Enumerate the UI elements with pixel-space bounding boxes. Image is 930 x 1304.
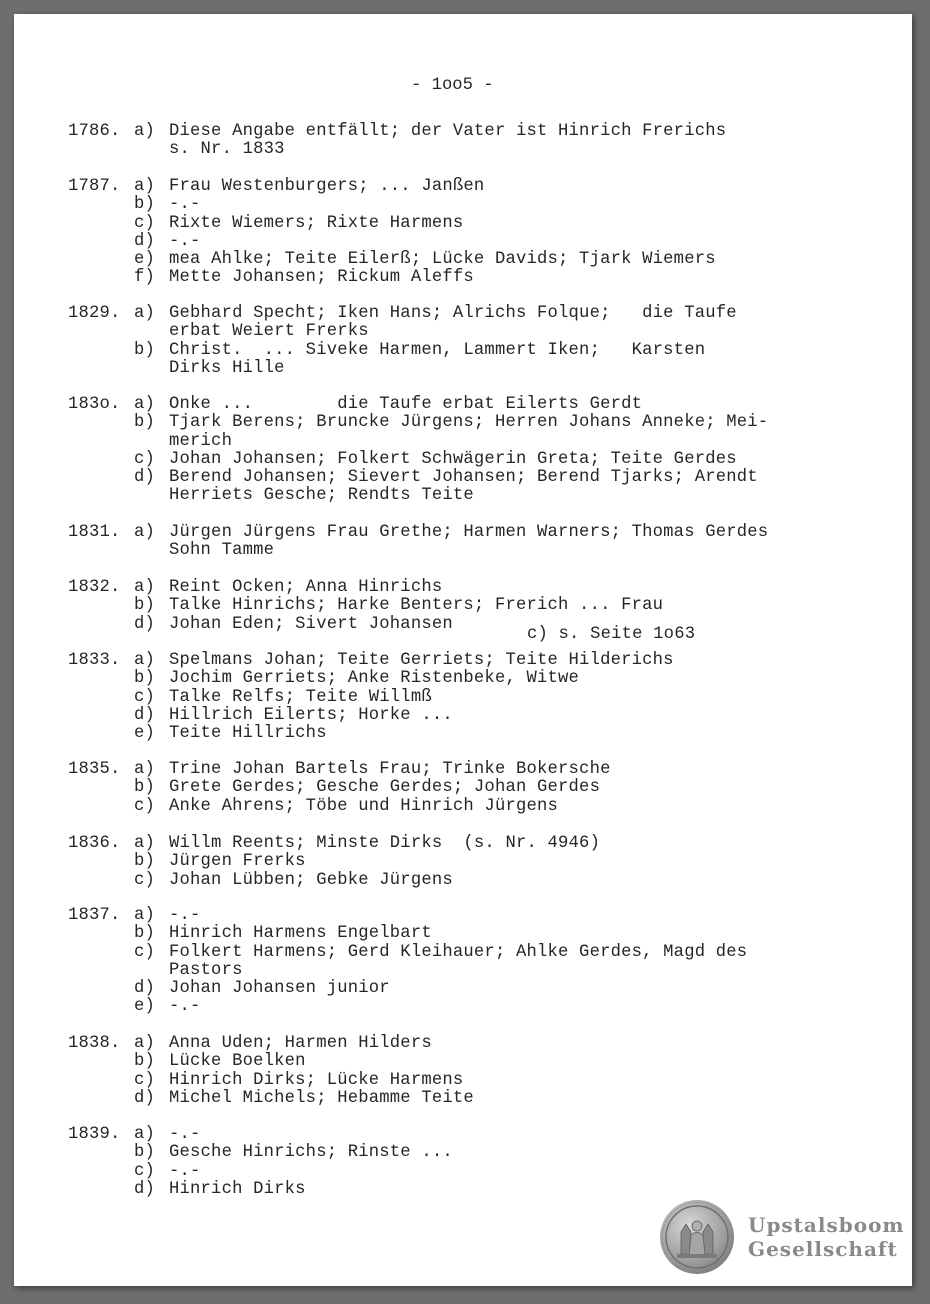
entry-label: d) [134,1179,156,1199]
entry-line [68,123,888,141]
entry-label: d) [134,1088,156,1108]
entry-1829 [68,305,888,378]
entry-line [68,670,888,688]
entry-line [68,1144,888,1162]
entry-1835 [68,761,888,816]
entry-line [68,907,888,925]
entry-label: c) [134,687,156,707]
entry-label: b) [134,852,156,872]
entry-label: a) [134,760,156,779]
entry-text: merich [169,431,233,451]
entry-line [68,433,888,451]
entry-text: Diese Angabe entfällt; der Vater ist Hinrich Frerichs [169,122,727,141]
entry-line [68,215,888,233]
entry-label: d) [134,231,156,251]
entry-number: 1787. [68,177,121,196]
entry-label: e) [134,724,156,744]
document-page [14,14,912,1286]
entry-label: b) [134,669,156,689]
entry-text: erbat Weiert Frerks [169,322,369,342]
entry-line [68,835,888,853]
entry-line [68,1035,888,1053]
entry-text: Herriets Gesche; Rendts Teite [169,486,474,506]
society-watermark [748,1213,905,1261]
entry-text: Christ. ... Siveke Harmen, Lammert Iken; Karsten [169,340,706,360]
entry-number: 1833. [68,651,121,670]
entry-line [68,798,888,816]
entry-label: d) [134,705,156,725]
entry-label: c) [134,942,156,962]
society-seal-logo [659,1199,735,1275]
entry-label: a) [134,122,156,141]
entry-line [68,1163,888,1181]
entry-label: b) [134,778,156,798]
entry-line [68,779,888,797]
entry-line [68,451,888,469]
entry-text: Jürgen Jürgens Frau Grethe; Harmen Warners; Thomas Gerdes [169,523,769,542]
entry-text: Folkert Harmens; Gerd Kleihauer; Ahlke Gerdes, Magd des [169,942,748,962]
entry-line [68,414,888,432]
entry-label: a) [134,906,156,925]
entry-text: Hinrich Dirks [169,1179,306,1199]
entry-1787 [68,178,888,288]
entry-line [68,980,888,998]
entry-label: a) [134,523,156,542]
entry-text: s. Nr. 1833 [169,140,285,160]
entry-line [68,233,888,251]
entry-text: Trine Johan Bartels Frau; Trinke Bokersche [169,760,611,779]
entry-1831 [68,524,888,561]
entry-line [68,1072,888,1090]
entry-text: Johan Johansen junior [169,979,390,999]
entry-1839 [68,1126,888,1199]
entry-183o [68,396,888,506]
entry-line [68,998,888,1016]
entry-text: -.- [169,195,201,215]
entry-text: Michel Michels; Hebamme Teite [169,1088,474,1108]
entry-text: Berend Johansen; Sievert Johansen; Berend Tjarks; Arendt [169,468,758,488]
entry-1833 [68,652,888,743]
entry-label: c) [134,1070,156,1090]
entry-label: d) [134,468,156,488]
entry-margin-note: c) s. Seite 1o63 [527,624,696,644]
entry-line [68,872,888,890]
entry-line [68,761,888,779]
entry-label: a) [134,578,156,597]
entry-1832 [68,579,888,644]
entry-line [68,342,888,360]
entry-text: mea Ahlke; Teite Eilerß; Lücke Davids; Tjark Wiemers [169,250,716,270]
entry-label: a) [134,651,156,670]
entry-label: c) [134,796,156,816]
entry-line [68,178,888,196]
entry-label: b) [134,1052,156,1072]
entry-label: a) [134,1125,156,1144]
entry-number: 1829. [68,304,121,323]
entry-line [68,689,888,707]
entry-label: b) [134,195,156,215]
entry-number: 1837. [68,906,121,925]
society-name-line2: Gesellschaft [748,1237,898,1261]
entry-1837 [68,907,888,1017]
entry-text: Willm Reents; Minste Dirks (s. Nr. 4946) [169,834,601,853]
entry-line [68,1090,888,1108]
entry-line [68,707,888,725]
entry-label: e) [134,997,156,1017]
entry-label: c) [134,1161,156,1181]
entry-line [68,360,888,378]
entry-line [68,725,888,743]
entry-text: Rixte Wiemers; Rixte Harmens [169,213,464,233]
entry-line [68,269,888,287]
entry-number: 183o. [68,395,121,414]
entry-text: -.- [169,1161,201,1181]
entry-text: Hinrich Harmens Engelbart [169,924,432,944]
entry-line [68,944,888,962]
entry-label: d) [134,614,156,634]
entry-text: -.- [169,1125,201,1144]
entry-line [68,962,888,980]
entry-line [68,652,888,670]
society-name-line1: Upstalsboom [748,1213,905,1237]
entry-1786 [68,123,888,160]
entry-text: Johan Lübben; Gebke Jürgens [169,870,453,890]
entry-line [68,196,888,214]
entry-label: a) [134,304,156,323]
entry-line [68,469,888,487]
entry-text: Anna Uden; Harmen Hilders [169,1034,432,1053]
entry-text: Gebhard Specht; Iken Hans; Alrichs Folque; die Taufe [169,304,737,323]
entry-line [68,524,888,542]
entry-text: Reint Ocken; Anna Hinrichs [169,578,443,597]
entry-line [68,579,888,597]
entry-label: b) [134,1143,156,1163]
entry-line [68,323,888,341]
entry-text: Dirks Hille [169,358,285,378]
entry-label: c) [134,870,156,890]
entry-line [68,141,888,159]
entry-number: 1832. [68,578,121,597]
entry-text: Talke Hinrichs; Harke Benters; Frerich ... Frau [169,596,664,616]
entry-line [68,1181,888,1199]
entry-text: Teite Hillrichs [169,724,327,744]
entry-label: c) [134,449,156,469]
entry-text: Johan Johansen; Folkert Schwägerin Greta; Teite Gerdes [169,449,737,469]
entry-text: Onke ... die Taufe erbat Eilerts Gerdt [169,395,643,414]
entry-text: Jürgen Frerks [169,852,306,872]
entry-label: a) [134,834,156,853]
entry-text: Lücke Boelken [169,1052,306,1072]
entry-line [68,542,888,560]
entry-label: b) [134,924,156,944]
entry-line [68,853,888,871]
entry-1838 [68,1035,888,1108]
entry-text: Sohn Tamme [169,541,275,561]
entry-label: a) [134,1034,156,1053]
entry-line [68,396,888,414]
entry-text: Johan Eden; Sivert Johansen [169,614,453,634]
entry-number: 1786. [68,122,121,141]
entry-text: Tjark Berens; Bruncke Jürgens; Herren Johans Anneke; Mei- [169,413,769,433]
entry-number: 1836. [68,834,121,853]
entry-text: Jochim Gerriets; Anke Ristenbeke, Witwe [169,669,580,689]
entry-text: Mette Johansen; Rickum Aleffs [169,268,474,288]
entry-number: 1835. [68,760,121,779]
entry-text: Hillrich Eilerts; Horke ... [169,705,453,725]
entry-line [68,597,888,615]
entry-text: Gesche Hinrichs; Rinste ... [169,1143,453,1163]
entry-text: Anke Ahrens; Töbe und Hinrich Jürgens [169,796,559,816]
entry-text: Talke Relfs; Teite Willmß [169,687,432,707]
entry-label: d) [134,979,156,999]
entry-text: -.- [169,231,201,251]
entry-line [68,1126,888,1144]
entry-text: -.- [169,906,201,925]
entry-text: Pastors [169,960,243,980]
entry-1836 [68,835,888,890]
entry-text: Grete Gerdes; Gesche Gerdes; Johan Gerdes [169,778,601,798]
entry-label: e) [134,250,156,270]
entry-line [68,925,888,943]
entry-label: a) [134,177,156,196]
entry-label: a) [134,395,156,414]
entry-line [68,487,888,505]
entry-number: 1838. [68,1034,121,1053]
entry-line [68,251,888,269]
entry-label: f) [134,268,156,288]
entry-label: c) [134,213,156,233]
entry-line [68,1053,888,1071]
entry-text: Frau Westenburgers; ... Janßen [169,177,485,196]
entry-number: 1839. [68,1125,121,1144]
entry-label: b) [134,596,156,616]
entry-number: 1831. [68,523,121,542]
entry-label: b) [134,340,156,360]
entry-label: b) [134,413,156,433]
entry-line [68,305,888,323]
entry-text: Hinrich Dirks; Lücke Harmens [169,1070,464,1090]
page-number: - 1oo5 - [411,76,494,95]
entry-text: Spelmans Johan; Teite Gerriets; Teite Hilderichs [169,651,674,670]
entry-text: -.- [169,997,201,1017]
